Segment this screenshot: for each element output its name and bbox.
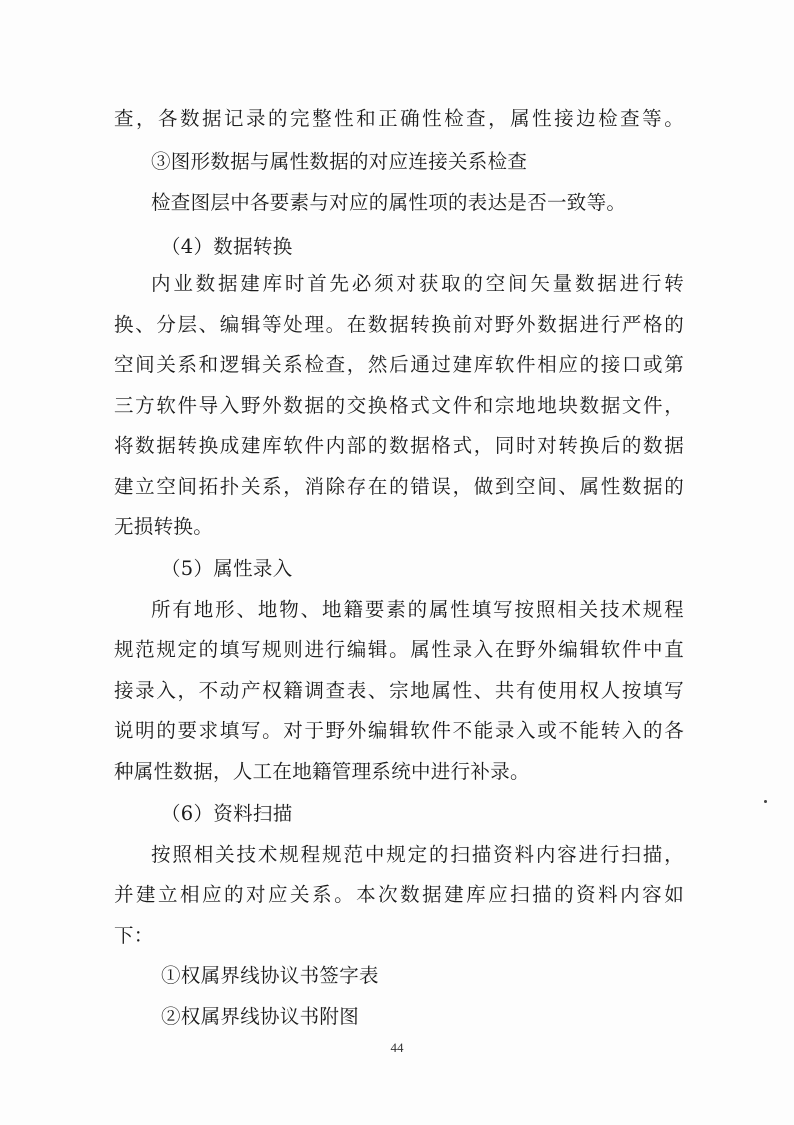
text-line-11: 无损转换。 bbox=[114, 515, 214, 539]
section-heading-6: （6）资料扫描 bbox=[161, 802, 293, 826]
text-line-8: 三方软件导入野外数据的交换格式文件和宗地地块数据文件， bbox=[114, 393, 684, 417]
page-number: 44 bbox=[390, 1040, 404, 1055]
section-heading-5: （5）属性录入 bbox=[161, 556, 293, 580]
text-line-6: 换、分层、编辑等处理。在数据转换前对野外数据进行严格的 bbox=[114, 312, 684, 336]
text-line-13: 所有地形、地物、地籍要素的属性填写按照相关技术规程 bbox=[151, 597, 684, 621]
text-line-7: 空间关系和逻辑关系检查，然后通过建库软件相应的接口或第 bbox=[114, 353, 684, 377]
text-line-19: 按照相关技术规程规范中规定的扫描资料内容进行扫描， bbox=[151, 842, 684, 866]
text-line-14: 规范规定的填写规则进行编辑。属性录入在野外编辑软件中直 bbox=[114, 638, 684, 662]
text-line-10: 建立空间拓扑关系，消除存在的错误，做到空间、属性数据的 bbox=[114, 474, 684, 498]
text-line-5: 内业数据建库时首先必须对获取的空间矢量数据进行转 bbox=[151, 272, 684, 296]
list-item-1: ①权属界线协议书签字表 bbox=[161, 964, 379, 988]
list-item-2: ②权属界线协议书附图 bbox=[161, 1004, 360, 1028]
text-line-3: 检查图层中各要素与对应的属性项的表达是否一致等。 bbox=[151, 191, 627, 215]
text-line-20: 并建立相应的对应关系。本次数据建库应扫描的资料内容如 bbox=[114, 883, 684, 907]
text-line-9: 将数据转换成建库软件内部的数据格式，同时对转换后的数据 bbox=[114, 434, 684, 458]
text-line-15: 接录入，不动产权籍调查表、宗地属性、共有使用权人按填写 bbox=[114, 678, 684, 702]
text-line-16: 说明的要求填写。对于野外编辑软件不能录入或不能转入的各 bbox=[114, 719, 684, 743]
scan-speck bbox=[764, 800, 767, 803]
text-line-17: 种属性数据，人工在地籍管理系统中进行补录。 bbox=[114, 759, 530, 783]
text-line-2: ③图形数据与属性数据的对应连接关系检查 bbox=[151, 149, 528, 173]
section-heading-4: （4）数据转换 bbox=[161, 234, 293, 258]
text-line-1: 查，各数据记录的完整性和正确性检查，属性接边检查等。 bbox=[114, 107, 684, 131]
text-line-21: 下： bbox=[114, 923, 154, 947]
